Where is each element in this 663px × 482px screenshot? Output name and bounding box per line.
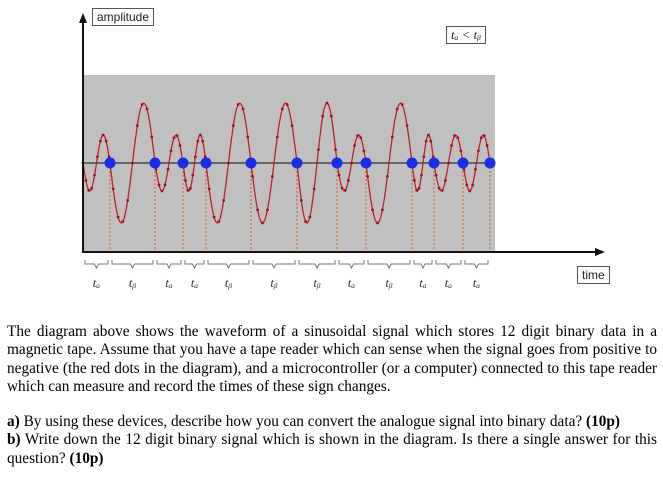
waveform-sample-dot (201, 140, 204, 143)
interval-brace (368, 260, 410, 268)
waveform-sample-dot (330, 115, 333, 118)
zero-crossing-dot (150, 158, 161, 169)
zero-crossing-dot (246, 158, 257, 169)
waveform-sample-dot (376, 222, 379, 225)
question-a-text: By using these devices, describe how you can convert the analogue signal into binary data? (23, 413, 583, 431)
waveform-sample-dot (396, 108, 399, 111)
question-b-label: b) (7, 431, 21, 449)
waveform-sample-dot (371, 209, 374, 212)
waveform-sample-dot (179, 144, 182, 147)
zero-crossing-dot (485, 158, 496, 169)
waveform-sample-dot (176, 134, 179, 137)
waveform-sample-dot (196, 140, 199, 143)
zero-crossing-dot (105, 158, 116, 169)
waveform-sample-dot (213, 216, 216, 219)
waveform-sample-dot (170, 149, 173, 152)
waveform-sample-dot (256, 209, 259, 212)
waveform-sample-dot (308, 216, 311, 219)
waveform-sample-dot (105, 140, 108, 143)
waveform-sample-dot (286, 103, 289, 106)
waveform-sample-dot (99, 140, 102, 143)
y-axis-arrowhead (79, 13, 87, 23)
waveform-sample-dot (366, 175, 369, 178)
waveform-sample-dot (146, 108, 149, 111)
waveform-sample-dot (96, 155, 99, 158)
waveform-sample-dot (187, 189, 190, 192)
waveform-sample-dot (413, 179, 416, 182)
waveform-sample-dot (87, 189, 90, 192)
waveform-sample-dot (131, 162, 134, 165)
waveform-sample-dot (232, 124, 235, 127)
zero-crossing-dot (201, 158, 212, 169)
waveform-sample-dot (184, 179, 187, 182)
waveform-sample-dot (334, 148, 337, 151)
zero-crossing-dot (361, 158, 372, 169)
waveform-sample-dot (359, 136, 362, 139)
interval-brace (208, 260, 249, 268)
waveform-sample-dot (480, 136, 483, 139)
interval-label: tₐ (190, 275, 199, 290)
waveform-sample-dot (194, 155, 197, 158)
waveform-sample-dot (450, 144, 453, 147)
zero-crossing-dot (407, 158, 418, 169)
waveform-sample-dot (242, 108, 245, 111)
waveform-sample-dot (391, 136, 394, 139)
interval-label: tₐ (444, 275, 453, 290)
waveform-sample-dot (438, 187, 441, 190)
waveform-sample-dot (422, 155, 425, 158)
waveform-sample-dot (246, 136, 249, 139)
waveform-sample-dot (483, 134, 486, 137)
waveform-sample-dot (471, 183, 474, 186)
question-b-points: (10p) (69, 449, 104, 467)
waveform-sample-dot (102, 134, 105, 137)
waveform-sample-dot (84, 179, 87, 182)
question-a-points: (10p) (586, 413, 620, 431)
problem-text (7, 323, 657, 468)
waveform-sample-dot (321, 115, 324, 118)
waveform-sample-dot (347, 179, 350, 182)
waveform-sample-dot (300, 199, 303, 202)
time-axis-label: time (577, 266, 610, 284)
waveform-sample-dot (161, 190, 164, 193)
waveform-sample-dot (353, 144, 356, 147)
waveform-sample-dot (266, 209, 269, 212)
waveform-sample-dot (276, 136, 279, 139)
waveform-sample-dot (418, 187, 421, 190)
interval-label: tₐ (347, 275, 356, 290)
waveform-sample-dot (136, 124, 139, 127)
waveform-sample-dot (90, 187, 93, 190)
waveform-sample-dot (112, 188, 115, 191)
waveform-sample-dot (141, 103, 144, 106)
waveform-sample-dot (208, 188, 211, 191)
zero-crossing-dot (178, 158, 189, 169)
waveform-sample-dot (251, 175, 254, 178)
zero-crossing-dot (292, 158, 303, 169)
waveform-sample-dot (415, 189, 418, 192)
zero-crossing-dot (458, 158, 469, 169)
interval-brace (299, 260, 335, 268)
interval-label: tₐ (165, 275, 173, 290)
problem-intro: The diagram above shows the waveform of a sinusoidal signal which stores 12 digit binary data in a magnetic tape. Assume that you have a tape reader which can sense when the signal goes from positive to negative (the red dots in the diagram), and a microcontroller (or a computer) connected to this tape reader which can measure and record the times of these sign changes. (7, 323, 657, 395)
waveform-sample-dot (191, 174, 194, 177)
waveform-sample-dot (150, 136, 153, 139)
interval-brace (85, 260, 108, 268)
waveform-sample-dot (460, 149, 463, 152)
interval-brace (185, 260, 204, 268)
waveform-sample-dot (317, 148, 320, 151)
waveform-sample-dot (313, 188, 316, 191)
waveform-sample-dot (441, 189, 444, 192)
interval-label: tₐ (472, 275, 481, 290)
interval-label: tₐ (92, 275, 101, 290)
waveform-sample-dot (291, 124, 294, 127)
waveform-sample-dot (401, 103, 404, 106)
zero-crossing-dot (429, 158, 440, 169)
waveform-sample-dot (261, 222, 264, 225)
waveform-sample-dot (326, 102, 329, 105)
waveform-sample-dot (363, 149, 366, 152)
waveform-sample-dot (117, 216, 120, 219)
waveform-sample-dot (427, 134, 430, 137)
waveform-sample-dot (344, 189, 347, 192)
waveform-sample-dot (341, 187, 344, 190)
interval-brace (253, 260, 295, 268)
interval-brace (436, 260, 461, 268)
period-inequality-label: tₐ < tᵦ (446, 26, 486, 44)
waveform-sample-dot (173, 136, 176, 139)
waveform-sample-dot (435, 174, 438, 177)
zero-crossing-dot (332, 158, 343, 169)
waveform-sample-dot (126, 199, 129, 202)
waveform-sample-dot (429, 140, 432, 143)
waveform-sample-dot (350, 162, 353, 165)
waveform-sample-dot (386, 175, 389, 178)
interval-brace (465, 260, 488, 268)
waveform-sample-dot (425, 140, 428, 143)
waveform-sample-dot (477, 149, 480, 152)
waveform-sample-dot (189, 187, 192, 190)
interval-braces (85, 260, 488, 268)
amplitude-axis-label: amplitude (92, 8, 154, 26)
waveform-sample-dot (304, 220, 307, 223)
waveform-sample-dot (468, 190, 471, 193)
waveform-sample-dot (237, 103, 240, 106)
waveform-sample-dot (456, 136, 459, 139)
interval-brace (339, 260, 364, 268)
waveform-sample-dot (93, 174, 96, 177)
waveform-sample-dot (199, 134, 202, 137)
waveform-sample-dot (338, 174, 341, 177)
waveform-sample-dot (406, 124, 409, 127)
interval-brace (414, 260, 432, 268)
x-axis-arrowhead (595, 248, 605, 256)
question-a-label: a) (7, 413, 20, 431)
interval-brace (157, 260, 181, 268)
question-b (7, 431, 657, 468)
interval-label: tₐ (419, 275, 427, 290)
waveform-sample-dot (121, 220, 124, 223)
waveform-sample-dot (158, 183, 161, 186)
waveform-sample-dot (227, 162, 230, 165)
interval-label: tᵦ (128, 275, 137, 290)
interval-label: tᵦ (270, 275, 278, 290)
waveform-sample-dot (271, 175, 274, 178)
waveform-sample-dot (167, 168, 170, 171)
waveform-sample-dot (465, 183, 468, 186)
interval-label: tᵦ (224, 275, 233, 290)
waveform-sample-dot (217, 220, 220, 223)
waveform-sample-dot (281, 108, 284, 111)
question-a (7, 413, 657, 431)
question-b-text: Write down the 12 digit binary signal which is shown in the diagram. Is there a single answer for this question? (7, 431, 657, 467)
interval-label: tᵦ (385, 275, 393, 290)
waveform-sample-dot (453, 134, 456, 137)
waveform-sample-dot (486, 144, 489, 147)
waveform-sample-dot (222, 199, 225, 202)
waveform-sample-dot (381, 209, 384, 212)
waveform-sample-dot (164, 183, 167, 186)
waveform-sample-dot (474, 168, 477, 171)
waveform-sample-dot (444, 179, 447, 182)
waveform-sample-dot (447, 162, 450, 165)
waveform-sample-dot (420, 174, 423, 177)
interval-brace (112, 260, 153, 268)
interval-label: tᵦ (313, 275, 321, 290)
waveform-sample-dot (356, 134, 359, 137)
